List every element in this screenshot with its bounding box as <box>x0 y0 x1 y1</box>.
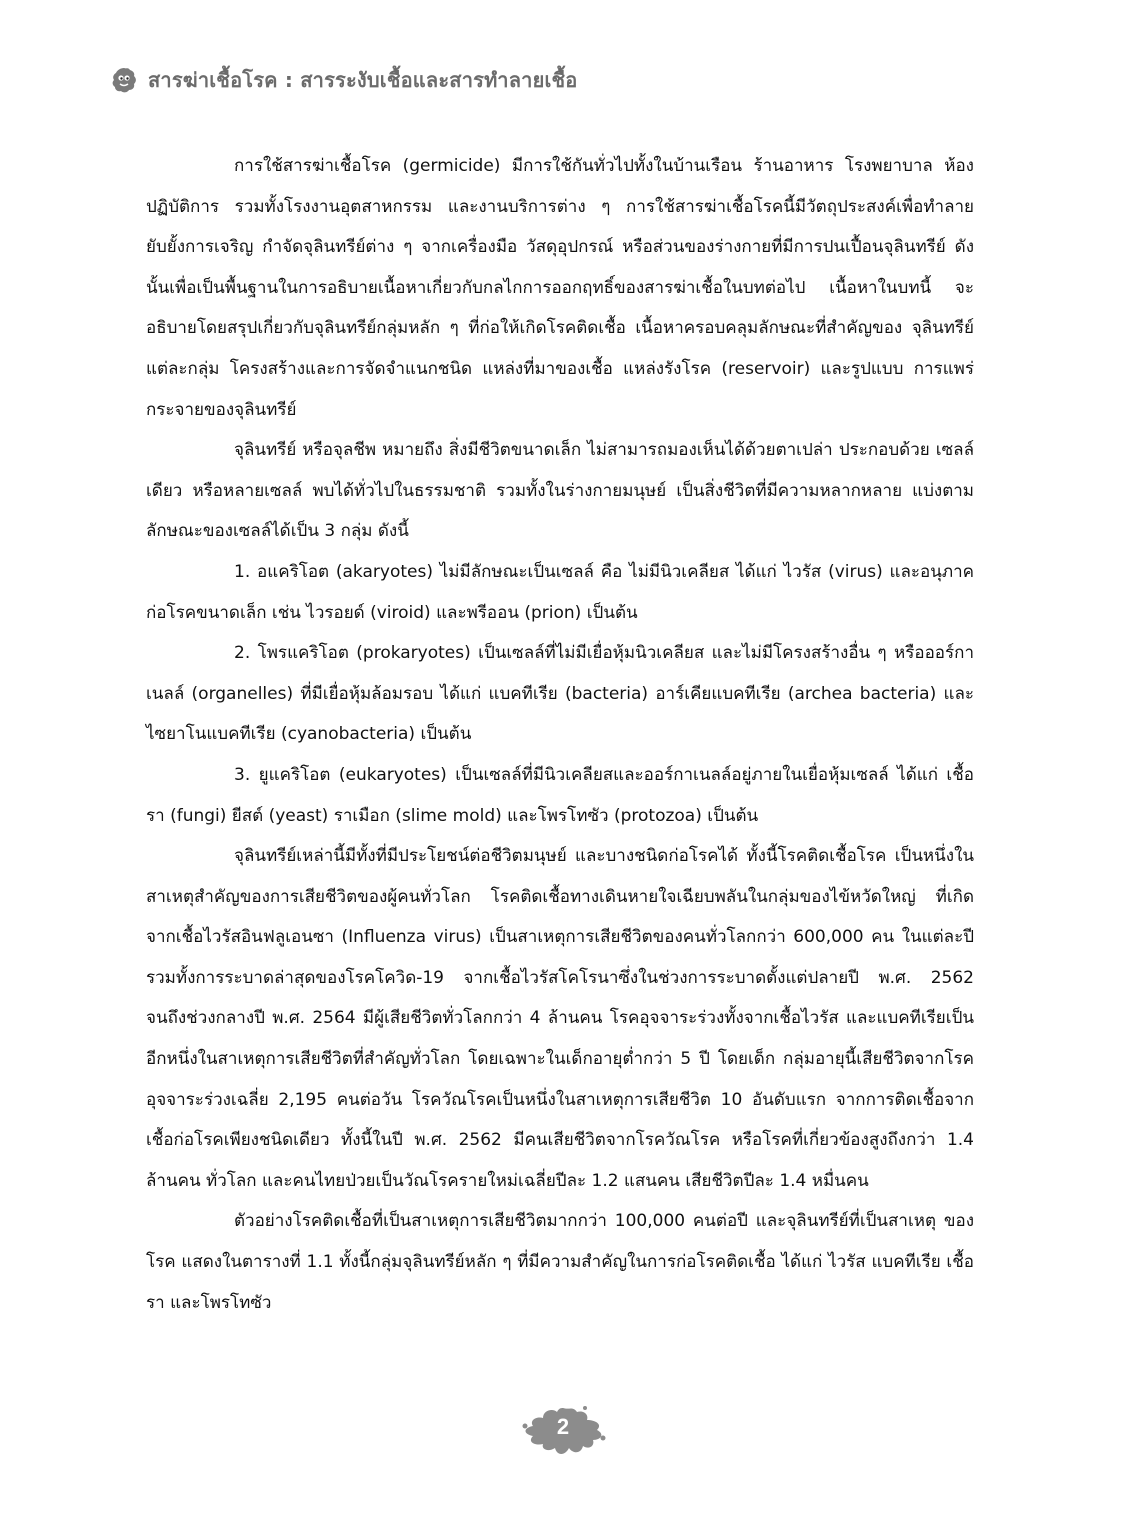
paragraph-disease-burden: จุลินทรีย์เหล่านี้มีทั้งที่มีประโยชน์ต่อชีวิตมนุษย์ และบางชนิดก่อโรคได้ ทั้งนี้โรคติดเชื้อโรค เป็นหนึ่งในสาเหตุสำคัญของการเสียชีวิตของผู้คนทั่วโลก โรคติดเชื้อทางเดินหายใจเฉียบพลันในกลุ่มของไข้หวัดใหญ่ ที่เกิดจากเชื้อไวรัสอินฟลูเอนซา (Influenza virus) เป็นสาเหตุการเสียชีวิตของคนทั่วโลกกว่า 600,000 คน ในแต่ละปี รวมทั้งการระบาดล่าสุดของโรคโควิด-19 จากเชื้อไวรัสโคโรนาซึ่งในช่วงการระบาดตั้งแต่ปลายปี พ.ศ. 2562 จนถึงช่วงกลางปี พ.ศ. 2564 มีผู้เสียชีวิตทั่วโลกกว่า 4 ล้านคน โรคอุจจาระร่วงทั้งจากเชื้อไวรัส และแบคทีเรียเป็นอีกหนึ่งในสาเหตุการเสียชีวิตที่สำคัญทั่วโลก โดยเฉพาะในเด็กอายุต่ำกว่า 5 ปี โดยเด็ก กลุ่มอายุนี้เสียชีวิตจากโรคอุจจาระร่วงเฉลี่ย 2,195 คนต่อวัน โรควัณโรคเป็นหนึ่งในสาเหตุการเสียชีวิต 10 อันดับแรก จากการติดเชื้อจากเชื้อก่อโรคเพียงชนิดเดียว ทั้งนี้ในปี พ.ศ. 2562 มีคนเสียชีวิตจากโรควัณโรค หรือโรคที่เกี่ยวข้องสูงถึงกว่า 1.4 ล้านคน ทั่วโลก และคนไทยป่วยเป็นวัณโรครายใหม่เฉลี่ยปีละ 1.2 แสนคน เสียชีวิตปีละ 1.4 หมื่นคน <box>146 846 974 1191</box>
list-item-akaryotes: 1. อแคริโอต (akaryotes) ไม่มีลักษณะเป็นเซลล์ คือ ไม่มีนิวเคลียส ได้แก่ ไวรัส (virus) และอนุภาค ก่อโรคขนาดเล็ก เช่น ไวรอยด์ (viroid) และพรีออน (prion) เป็นต้น <box>146 561 974 623</box>
paragraph-intro: การใช้สารฆ่าเชื้อโรค (germicide) มีการใช้กันทั่วไปทั้งในบ้านเรือน ร้านอาหาร โรงพยาบาล ห้องปฏิบัติการ รวมทั้งโรงงานอุตสาหกรรม และงานบริการต่าง ๆ การใช้สารฆ่าเชื้อโรคนี้มีวัตถุประสงค์เพื่อทำลาย ยับยั้งการเจริญ กำจัดจุลินทรีย์ต่าง ๆ จากเครื่องมือ วัสดุอุปกรณ์ หรือส่วนของร่างกายที่มีการปนเปื้อนจุลินทรีย์ ดังนั้นเพื่อเป็นพื้นฐานในการอธิบายเนื้อหาเกี่ยวกับกลไกการออกฤทธิ์ของสารฆ่าเชื้อในบทต่อไป เนื้อหาในบทนี้ จะอธิบายโดยสรุปเกี่ยวกับจุลินทรีย์กลุ่มหลัก ๆ ที่ก่อให้เกิดโรคติดเชื้อ เนื้อหาครอบคลุมลักษณะที่สำคัญของ จุลินทรีย์แต่ละกลุ่ม โครงสร้างและการจัดจำแนกชนิด แหล่งที่มาของเชื้อ แหล่งรังโรค (reservoir) และรูปแบบ การแพร่กระจายของจุลินทรีย์ <box>146 156 974 420</box>
paragraph-microorganism-definition: จุลินทรีย์ หรือจุลชีพ หมายถึง สิ่งมีชีวิตขนาดเล็ก ไม่สามารถมองเห็นได้ด้วยตาเปล่า ประกอบด้วย เซลล์เดียว หรือหลายเซลล์ พบได้ทั่วไปในธรรมชาติ รวมทั้งในร่างกายมนุษย์ เป็นสิ่งชีวิตที่มีความหลากหลาย แบ่งตามลักษณะของเซลล์ได้เป็น 3 กลุ่ม ดังนี้ <box>146 440 974 542</box>
list-item-eukaryotes: 3. ยูแคริโอต (eukaryotes) เป็นเซลล์ที่มีนิวเคลียสและออร์กาเนลล์อยู่ภายในเยื่อหุ้มเซลล์ ได้แก่ เชื้อรา (fungi) ยีสต์ (yeast) ราเมือก (slime mold) และโพรโทซัว (protozoa) เป็นต้น <box>146 764 974 826</box>
page-footer <box>515 1402 611 1458</box>
page-number: 2 <box>556 1414 570 1439</box>
page-header <box>110 60 578 100</box>
paragraph-table-reference: ตัวอย่างโรคติดเชื้อที่เป็นสาเหตุการเสียชีวิตมากกว่า 100,000 คนต่อปี และจุลินทรีย์ที่เป็นสาเหตุ ของโรค แสดงในตารางที่ 1.1 ทั้งนี้กลุ่มจุลินทรีย์หลัก ๆ ที่มีความสำคัญในการก่อโรคติดเชื้อ ได้แก่ ไวรัส แบคทีเรีย เชื้อรา และโพรโทซัว <box>146 1211 974 1313</box>
list-item-prokaryotes: 2. โพรแคริโอต (prokaryotes) เป็นเซลล์ที่ไม่มีเยื่อหุ้มนิวเคลียส และไม่มีโครงสร้างอื่น ๆ หรือออร์กาเนลล์ (organelles) ที่มีเยื่อหุ้มล้อมรอบ ได้แก่ แบคทีเรีย (bacteria) อาร์เคียแบคทีเรีย (archea bacteria) และไซยาโนแบคทีเรีย (cyanobacteria) เป็นต้น <box>146 643 974 745</box>
germ-mascot-icon <box>110 66 138 94</box>
page-header-title: สารฆ่าเชื้อโรค : สารระงับเชื้อและสารทำลายเชื้อ <box>148 68 578 92</box>
body-text <box>146 146 974 1323</box>
